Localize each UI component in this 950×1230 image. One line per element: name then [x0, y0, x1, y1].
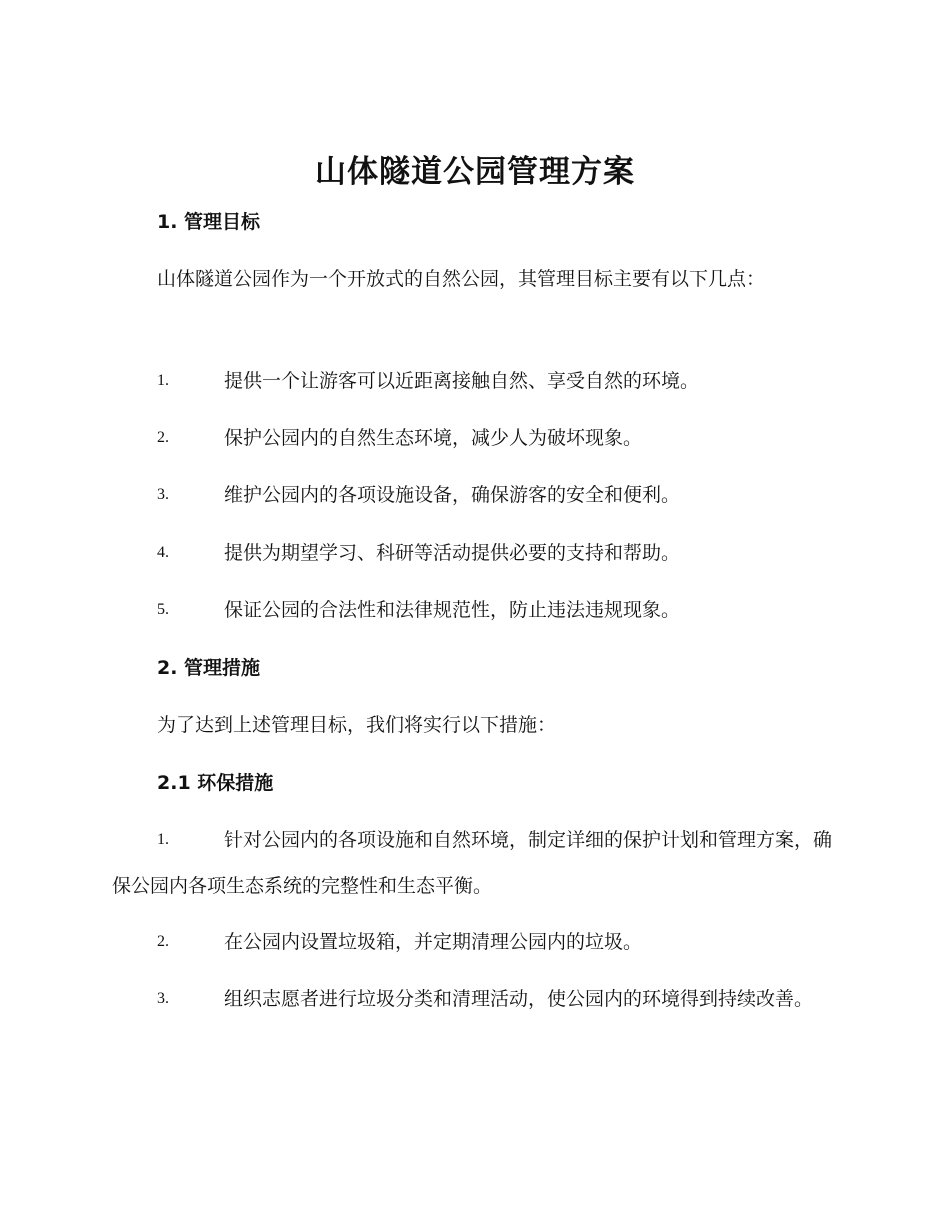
measure-list-item [112, 919, 838, 965]
list-item-text: 针对公园内的各项设施和自然环境，制定详细的保护计划和管理方案，确保公园内各项生态系统的完整性和生态平衡。 [112, 829, 833, 897]
document-title: 山体隧道公园管理方案 [315, 154, 635, 190]
list-item-number: 5. [157, 601, 169, 618]
section-heading-management-goals: 1. 管理目标 [157, 211, 261, 233]
list-item-text: 提供为期望学习、科研等活动提供必要的支持和帮助。 [224, 542, 681, 564]
goal-list-item [112, 415, 838, 461]
list-item-number: 3. [157, 990, 169, 1007]
list-item-text: 维护公园内的各项设施设备，确保游客的安全和便利。 [224, 484, 681, 506]
list-item-number: 4. [157, 544, 169, 561]
section1-intro-paragraph: 山体隧道公园作为一个开放式的自然公园，其管理目标主要有以下几点： [157, 268, 766, 290]
subsection-heading-environmental: 2.1 环保措施 [157, 772, 274, 794]
list-item-text: 组织志愿者进行垃圾分类和清理活动，使公园内的环境得到持续改善。 [224, 988, 814, 1010]
list-item-number: 2. [157, 429, 169, 446]
measure-list-item [112, 976, 838, 1022]
list-item-number: 3. [157, 486, 169, 503]
section2-intro-paragraph: 为了达到上述管理目标，我们将实行以下措施： [157, 714, 557, 736]
goal-list-item [112, 587, 838, 633]
measure-list-item [112, 817, 838, 909]
section-heading-management-measures: 2. 管理措施 [157, 657, 261, 679]
goal-list-item [112, 530, 838, 576]
list-item-text: 在公园内设置垃圾箱，并定期清理公园内的垃圾。 [224, 931, 643, 953]
list-item-number: 2. [157, 933, 169, 950]
list-item-text: 保证公园的合法性和法律规范性，防止违法违规现象。 [224, 599, 681, 621]
goal-list-item [112, 472, 838, 518]
list-item-number: 1. [157, 831, 169, 848]
list-item-number: 1. [157, 372, 169, 389]
goal-list-item [112, 358, 838, 404]
list-item-text: 保护公园内的自然生态环境，减少人为破坏现象。 [224, 427, 643, 449]
list-item-text: 提供一个让游客可以近距离接触自然、享受自然的环境。 [224, 370, 700, 392]
